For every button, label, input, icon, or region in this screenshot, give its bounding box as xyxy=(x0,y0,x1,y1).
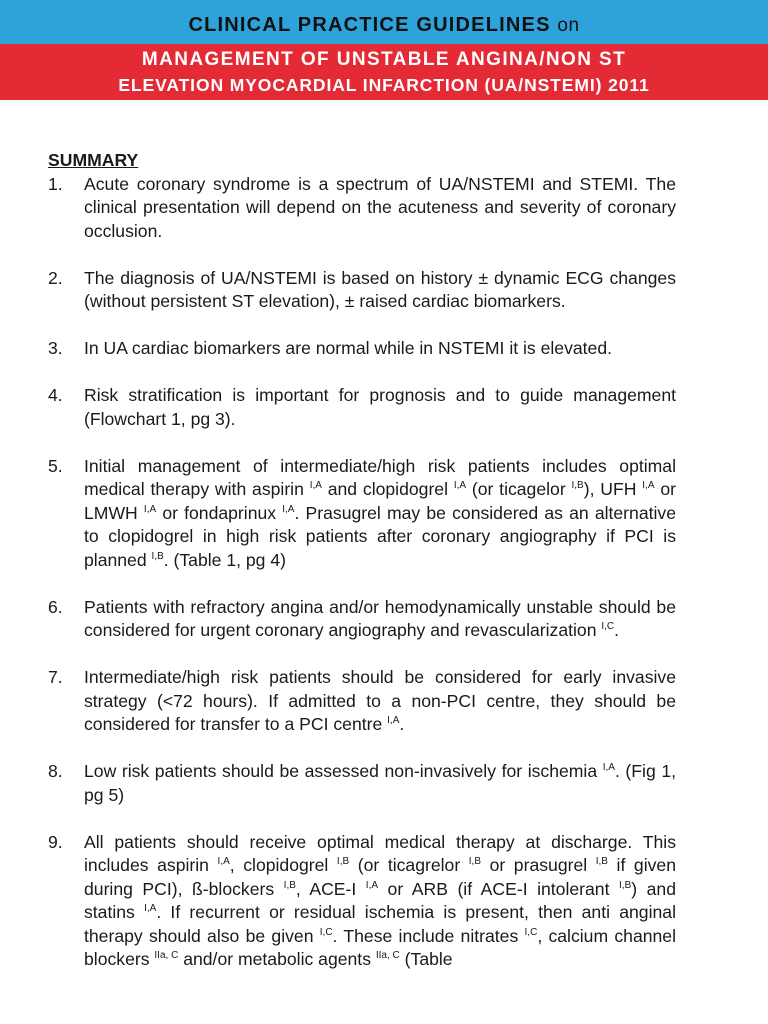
summary-item-number: 9. xyxy=(48,831,63,852)
evidence-grade: I,B xyxy=(619,879,632,891)
guideline-series-banner xyxy=(0,0,768,44)
evidence-grade: IIa, C xyxy=(375,950,400,961)
evidence-grade: IIa, C xyxy=(154,950,179,961)
summary-item xyxy=(48,337,676,361)
summary-item xyxy=(48,384,676,431)
summary-item-text: The diagnosis of UA/NSTEMI is based on history ± dynamic ECG changes (without persistent ST elevation), ± raised cardiac biomarkers. xyxy=(84,267,676,311)
evidence-grade: I,A xyxy=(642,480,655,491)
summary-item xyxy=(48,760,676,807)
evidence-grade: I,B xyxy=(151,550,164,562)
evidence-grade: I,A xyxy=(282,503,295,515)
summary-item-number: 5. xyxy=(48,455,63,476)
summary-item-text: Acute coronary syndrome is a spectrum of UA/NSTEMI and STEMI. The clinical presentation will depend on the acuteness and severity of coronary occlusion. xyxy=(84,173,676,241)
summary-item-number: 6. xyxy=(48,596,63,617)
evidence-grade: I,A xyxy=(365,879,379,891)
series-title: CLINICAL PRACTICE GUIDELINES xyxy=(188,14,551,36)
summary-item-text: All patients should receive optimal medical therapy at discharge. This includes aspirin $^{I,A}$, clopidogrel $^{I,B}$ (or ticagrelor $^{I,B}$ or prasugrel $^{I,B}$ if given during PCI), ß-blockers $^{I,B}$, ACE-I $^{I,A}$ or ARB (if ACE-I intolerant $^{I,B}$) and statins $^{I,A}$. If recurrent or residual ischemia is present, then anti anginal therapy should also be given $^{I,C}$. These include nitrates $^{I,C}$, calcium channel blockers $^{IIa, C}$ and/or metabolic agents $^{IIa, C}$ (Table xyxy=(84,831,676,969)
evidence-grade: I,B xyxy=(336,856,350,867)
document-title-line-2: ELEVATION MYOCARDIAL INFARCTION (UA/NSTEMI) 2011 xyxy=(118,75,650,95)
summary-list xyxy=(48,173,676,972)
evidence-grade: I,A xyxy=(143,503,157,515)
evidence-grade: I,A xyxy=(453,480,467,491)
summary-section xyxy=(48,149,676,995)
summary-item-number: 1. xyxy=(48,173,63,194)
summary-item-text: Patients with refractory angina and/or hemodynamically unstable should be considered for urgent coronary angiography and revascularization $^{I,C}$. xyxy=(84,596,676,640)
evidence-grade: I,B xyxy=(468,856,481,867)
evidence-grade: I,B xyxy=(595,856,608,867)
summary-item xyxy=(48,455,676,573)
summary-item xyxy=(48,831,676,972)
summary-item xyxy=(48,666,676,737)
summary-item-number: 3. xyxy=(48,338,63,358)
evidence-grade: I,A xyxy=(144,903,157,914)
document-title-line-1: MANAGEMENT OF UNSTABLE ANGINA/NON ST xyxy=(141,49,627,70)
summary-item-number: 2. xyxy=(48,267,63,288)
evidence-grade: I,B xyxy=(283,879,296,891)
summary-item xyxy=(48,267,676,314)
evidence-grade: I,C xyxy=(319,926,333,938)
summary-item-number: 7. xyxy=(48,667,63,687)
summary-item-text: Risk stratification is important for prognosis and to guide management (Flowchart 1, pg 3). xyxy=(84,385,676,429)
document-title-banner xyxy=(0,44,768,100)
evidence-grade: I,C xyxy=(601,621,615,632)
summary-item xyxy=(48,173,676,244)
evidence-grade: I,A xyxy=(602,762,615,773)
summary-item xyxy=(48,596,676,643)
summary-item-text: Intermediate/high risk patients should be considered for early invasive strategy (<72 hours). If admitted to a non-PCI centre, they should be considered for transfer to a PCI centre $^{I,A}$. xyxy=(84,667,676,734)
evidence-grade: I,A xyxy=(387,715,400,726)
summary-item-number: 8. xyxy=(48,761,63,781)
summary-item-text: Low risk patients should be assessed non-invasively for ischemia $^{I,A}$. (Fig 1, pg 5) xyxy=(84,761,676,805)
evidence-grade: I,C xyxy=(524,926,538,938)
summary-heading: SUMMARY xyxy=(48,150,139,170)
summary-item-number: 4. xyxy=(48,385,63,405)
evidence-grade: I,A xyxy=(309,480,322,491)
summary-item-text: In UA cardiac biomarkers are normal while in NSTEMI it is elevated. xyxy=(84,338,613,358)
series-title-on: on xyxy=(557,15,580,36)
evidence-grade: I,A xyxy=(217,856,230,867)
evidence-grade: I,B xyxy=(571,480,584,491)
summary-item-text: Initial management of intermediate/high risk patients includes optimal medical therapy with aspirin $^{I,A}$ and clopidogrel $^{I,A}$ (or ticagelor $^{I,B}$), UFH $^{I,A}$ or LMWH $^{I,A}$ or fondaprinux $^{I,A}$. Prasugrel may be considered as an alternative to clopidogrel in high risk patients after coronary angiography if PCI is planned $^{I,B}$. (Table 1, pg 4) xyxy=(84,455,676,570)
